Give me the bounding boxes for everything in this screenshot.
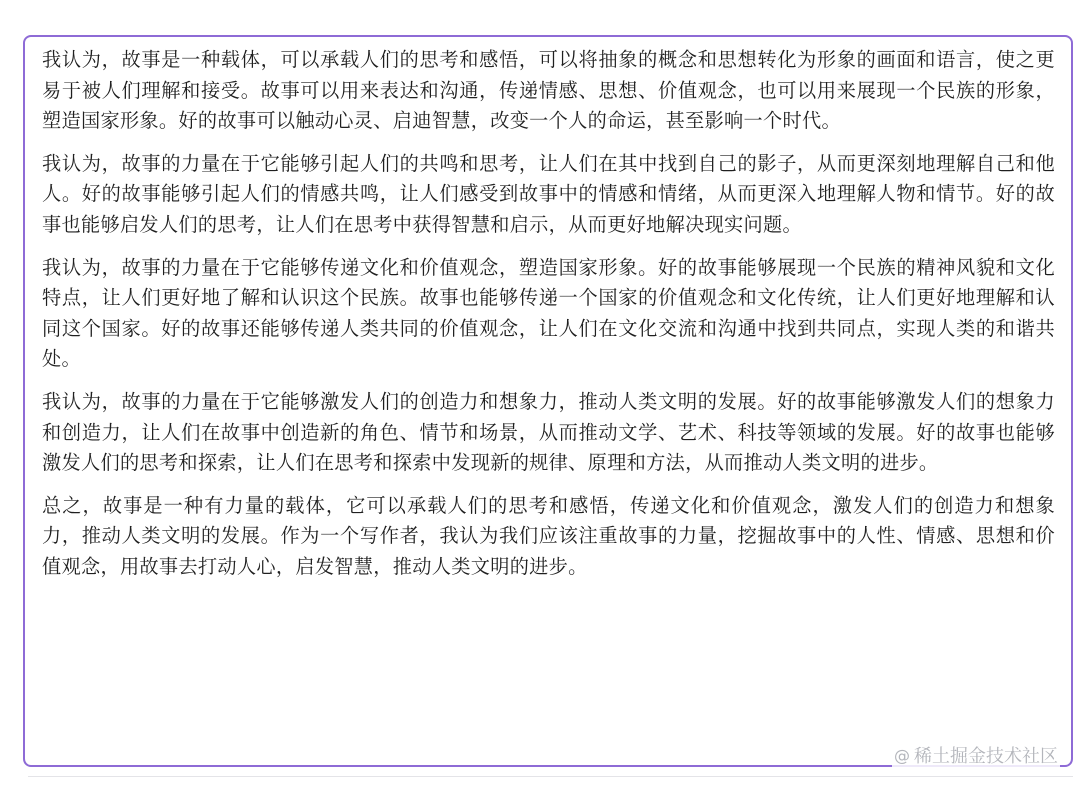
paragraph-2: 我认为，故事的力量在于它能够引起人们的共鸣和思考，让人们在其中找到自己的影子，从而更深刻地理解自己和他人。好的故事能够引起人们的情感共鸣，让人们感受到故事中的情感和情绪，从而更深入地理解人物和情节。好的故事也能够启发人们的思考，让人们在思考中获得智慧和启示，从而更好地解决现实问题。	[42, 151, 1055, 236]
paragraph-1: 我认为，故事是一种载体，可以承载人们的思考和感悟，可以将抽象的概念和思想转化为形象的画面和语言，使之更易于被人们理解和接受。故事可以用来表达和沟通，传递情感、思想、价值观念，也可以用来展现一个民族的形象，塑造国家形象。好的故事可以触动心灵、启迪智慧，改变一个人的命运，甚至影响一个时代。	[42, 48, 1055, 133]
paragraph-4: 我认为，故事的力量在于它能够激发人们的创造力和想象力，推动人类文明的发展。好的故事能够激发人们的想象力和创造力，让人们在故事中创造新的角色、情节和场景，从而推动文学、艺术、科技等领域的发展。好的故事也能够激发人们的思考和探索，让人们在思考和探索中发现新的规律、原理和方法，从而推动人类文明的进步。	[42, 389, 1055, 475]
source-watermark	[892, 742, 1060, 768]
response-text-box	[23, 35, 1073, 767]
paragraph-5: 总之，故事是一种有力量的载体，它可以承载人们的思考和感悟，传递文化和价值观念，激发人们的创造力和想象力，推动人类文明的发展。作为一个写作者，我认为我们应该注重故事的力量，挖掘故事中的人性、情感、思想和价值观念，用故事去打动人心，启发智慧，推动人类文明的进步。	[42, 493, 1055, 578]
paragraph-3: 我认为，故事的力量在于它能够传递文化和价值观念，塑造国家形象。好的故事能够展现一个民族的精神风貌和文化特点，让人们更好地了解和认识这个民族。故事也能够传递一个国家的价值观念和文化传统，让人们更好地理解和认同这个国家。好的故事还能够传递人类共同的价值观念，让人们在文化交流和沟通中找到共同点，实现人类的和谐共处。	[42, 255, 1055, 371]
bottom-divider	[28, 776, 1073, 777]
source-watermark-label: 稀土掘金技术社区	[914, 746, 1058, 767]
at-icon: @	[894, 745, 910, 765]
